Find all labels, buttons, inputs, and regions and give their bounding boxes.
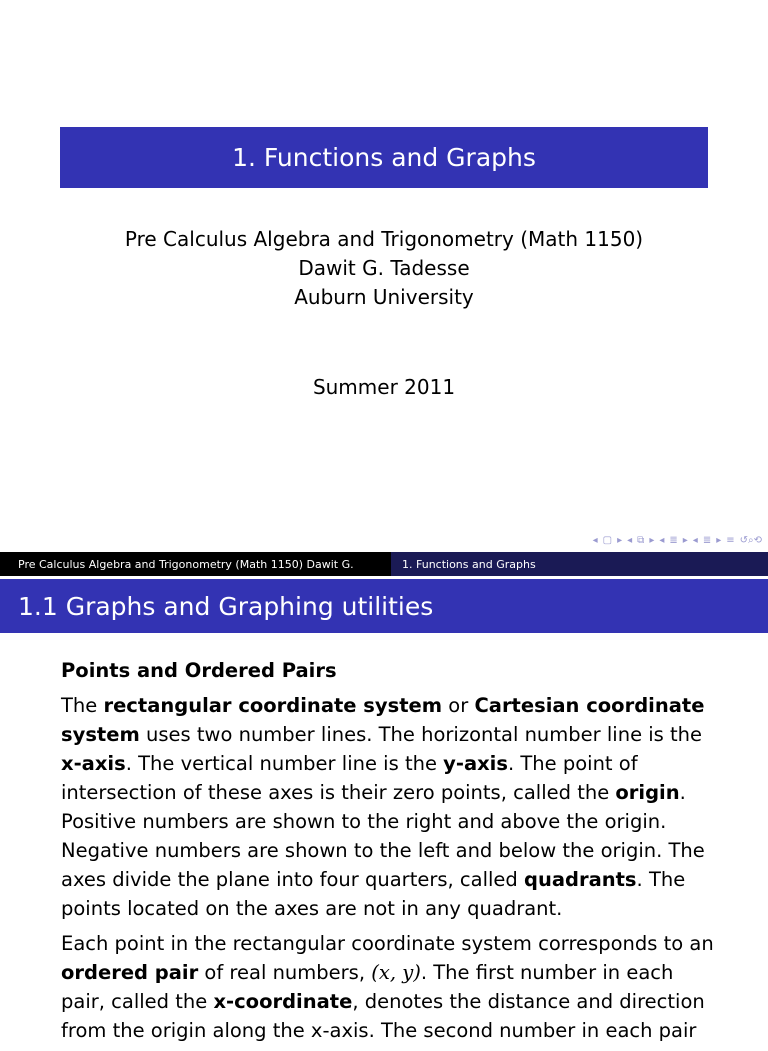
text: The <box>61 694 104 717</box>
subsection-prev-icon[interactable]: ◂ <box>692 535 698 546</box>
course-name: Pre Calculus Algebra and Trigonometry (Math 1150) <box>124 227 644 251</box>
footline-title: 1. Functions and Graphs <box>391 552 768 576</box>
navigation-symbols <box>593 535 762 547</box>
text: . The points located on the axes are not in any quadrant. <box>61 868 686 920</box>
text: . The vertical number line is the <box>125 752 444 775</box>
search-back-icon[interactable]: ↺⌕⟲ <box>739 535 762 546</box>
term-ordered-pair: ordered pair <box>61 961 199 984</box>
slide-content <box>61 656 721 1051</box>
term-x-coordinate: x-coordinate <box>213 990 353 1013</box>
term-x-axis: x-axis <box>61 752 126 775</box>
text: . The point of intersection of these axes is their zero points, called the <box>61 752 638 804</box>
frame-title <box>0 579 768 633</box>
footline <box>0 552 768 576</box>
institution-name: Auburn University <box>294 285 474 309</box>
term-y-axis: y-axis <box>443 752 508 775</box>
paragraph-ordered-pairs <box>61 929 721 1045</box>
text: . The first number in each pair, called the <box>61 961 674 1013</box>
section-next-icon[interactable]: ▸ <box>682 535 688 546</box>
text: . Positive numbers are shown to the right and above the origin. Negative numbers are shown to the left and below the origin. The axes divide the plane into four quarters, called <box>61 781 705 891</box>
term-quadrants: quadrants <box>524 868 637 891</box>
frame-prev-icon[interactable]: ◂ <box>592 535 598 546</box>
term-cartesian-coordinate-system: Cartesian coordinate system <box>61 694 705 746</box>
text: , denotes the distance and direction from the origin along the x-axis. The second number in each pair <box>61 990 705 1042</box>
frame-title-text: 1.1 Graphs and Graphing utilities <box>18 591 434 621</box>
subsection-icon[interactable]: ≣ <box>702 535 712 546</box>
footline-author-course: Pre Calculus Algebra and Trigonometry (Math 1150) Dawit G. <box>0 552 391 576</box>
term-origin: origin <box>615 781 680 804</box>
block-title: Points and Ordered Pairs <box>61 659 337 682</box>
title-banner <box>60 127 708 188</box>
presentation-date: Summer 2011 <box>312 375 456 399</box>
subframe-icon[interactable]: ⧉ <box>637 535 645 546</box>
frame-icon[interactable]: ▢ <box>602 535 613 546</box>
paragraph-coordinate-system <box>61 691 721 923</box>
text: of real numbers, <box>198 961 372 984</box>
section-icon[interactable]: ≣ <box>669 535 678 546</box>
text: or <box>442 694 475 717</box>
subframe-next-icon[interactable]: ▸ <box>649 535 655 546</box>
math-ordered-pair: (x, y) <box>371 961 421 984</box>
text: uses two number lines. The horizontal number line is the <box>139 723 703 746</box>
frame-next-icon[interactable]: ▸ <box>617 535 623 546</box>
document-icon[interactable]: ≡ <box>726 535 735 546</box>
text: Each point in the rectangular coordinate system corresponds to an <box>61 932 714 955</box>
author-name: Dawit G. Tadesse <box>298 256 470 280</box>
title-info <box>0 225 768 312</box>
term-rectangular-coordinate-system: rectangular coordinate system <box>103 694 443 717</box>
subframe-prev-icon[interactable]: ◂ <box>627 535 633 546</box>
subsection-next-icon[interactable]: ▸ <box>716 535 722 546</box>
section-prev-icon[interactable]: ◂ <box>659 535 665 546</box>
presentation-title: 1. Functions and Graphs <box>232 143 536 172</box>
